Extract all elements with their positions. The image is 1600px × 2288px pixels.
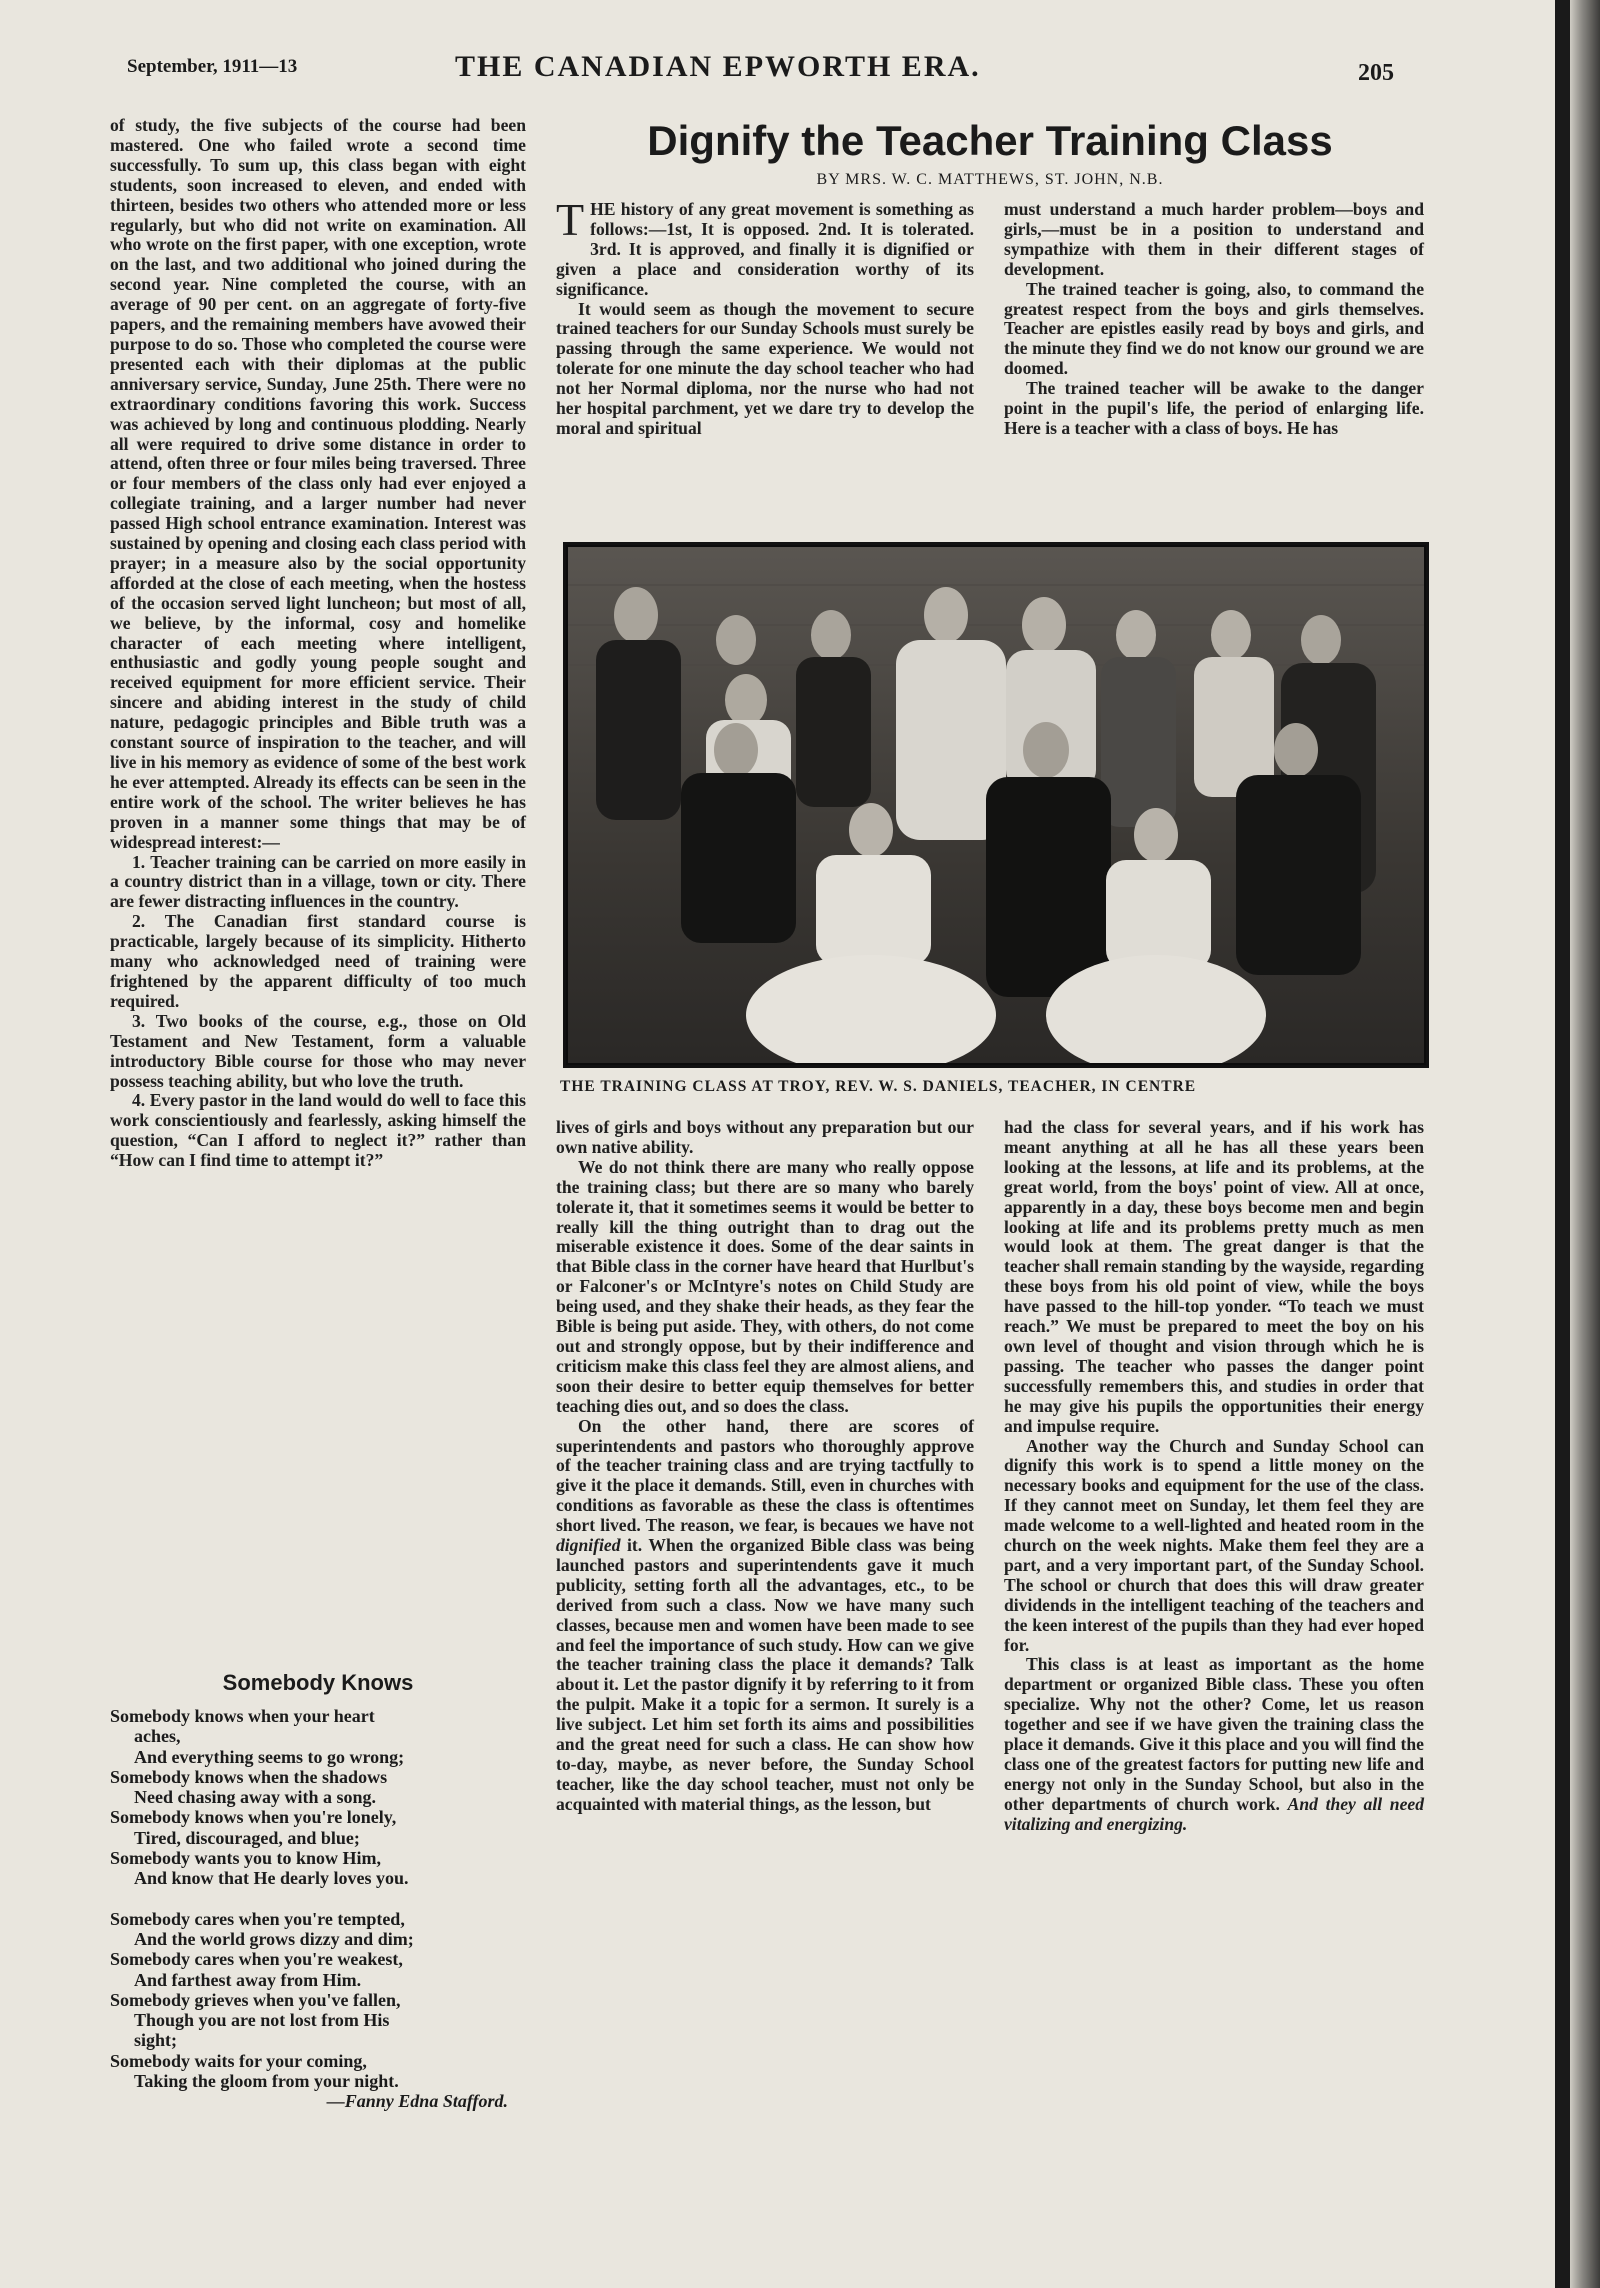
paragraph: 3. Two books of the course, e.g., those on Old Testament and New Testament, form a valuable introductory Bible course for those who may never possess teaching ability, but who love the truth.: [110, 1010, 526, 1091]
paragraph: [556, 194, 974, 300]
paragraph: The trained teacher is going, also, to command the greatest respect from the boys and girls themselves. Teacher are epistles easily read by boys and girls, and the minute they find we do not know our ground we are doomed.: [1004, 278, 1424, 379]
paragraph: The trained teacher will be awake to the danger point in the pupil's life, the period of enlarging life. Here is a teacher with a class of boys. He has: [1004, 378, 1424, 438]
poem-line: And farthest away from Him.: [134, 1969, 362, 1990]
paragraph: 4. Every pastor in the land would do well to face this work conscientiously and fearlessly, asking himself the question, “Can I afford to neglect it?” rather than “How can I find time to attempt it?”: [110, 1090, 526, 1171]
paragraph-text: it. When the organized Bible class was being launched pastors and superintendents gave it much publicity, setting forth all the advantages, etc., to be derived from such a class. Now we have many such classes, because men and women have been made to see and feel the importance of such study. How can we give the teacher training class the place it demands? Talk about it. Let the pastor dignify it by referring to it from the pulpit. Make it a topic for a sermon. It surely is a live subject. Let him set forth its aims and possibilities and the great need for such a class. He can show how to-day, maybe, as never before, the Sunday School teacher, like the day school teacher, must not only be acquainted with material things, as the lesson, but: [556, 1535, 974, 1814]
poem-body: [110, 1706, 526, 2112]
right-column-bottom: [1004, 1118, 1424, 1835]
poem-author: —Fanny Edna Stafford.: [326, 2091, 508, 2112]
poem-line: Taking the gloom from your night.: [134, 2071, 399, 2092]
paragraph: lives of girls and boys without any preparation but our own native ability.: [556, 1117, 974, 1157]
page-number: 205: [1358, 60, 1394, 86]
middle-column-bottom: [556, 1118, 974, 1815]
paragraph: 2. The Canadian first standard course is practicable, largely because of its simplicity. Hitherto many who acknowledged need of training were frightened by the apparent difficulty of too much required.: [110, 911, 526, 1011]
poem-line: sight;: [134, 2030, 178, 2051]
paragraph: Another way the Church and Sunday School can dignify this work is to spend a little money on the necessary books and equipment for the use of the class. If they cannot meet on Sunday, let them feel they are made welcome to a well-lighted and heated room in the church on the week nights. Make them feel they are a part, and a very important part, of the Sunday School. The school or church that does this will draw greater dividends in the intelligent teaching of the teachers and the keen interest of the pupils than they had ever hoped for.: [1004, 1435, 1424, 1655]
magazine-title: THE CANADIAN EPWORTH ERA.: [455, 50, 981, 83]
poem-line: Somebody waits for your coming,: [110, 2050, 367, 2071]
paragraph: had the class for several years, and if his work has meant anything at all he has all these years been looking at the lessons, at life and its problems, at the great world, from the boys' point of view. All at once, apparently in a day, these boys become men and begin looking at life and its problems pretty much as men would look at them. The great danger is that the teacher shall remain standing by the wayside, regarding these boys from his old point of view, while the boys have passed to the hill-top yonder. “To teach we must reach.” We must be prepared to meet the boy on his own level of thought and vision through which he is passing. The teacher who passes the danger point successfully remembers this, and studies in order that he may give his pupils the opportunities their energy and impulse require.: [1004, 1117, 1424, 1436]
italic-word: dignified: [556, 1535, 621, 1556]
article-byline: BY MRS. W. C. MATTHEWS, ST. JOHN, N.B.: [816, 171, 1164, 188]
photo-image: [566, 545, 1426, 1065]
left-column-text: [110, 116, 526, 1171]
drop-cap: T: [556, 194, 585, 245]
paragraph: [1004, 1655, 1424, 1834]
poem-line: Somebody knows when the shadows: [110, 1766, 388, 1787]
poem-line: Need chasing away with a song.: [134, 1787, 377, 1808]
paragraph: 1. Teacher training can be carried on more easily in a country district than in a village, town or city. There are fewer distracting influences in the country.: [110, 851, 526, 912]
page-binding-edge: [1570, 0, 1600, 2288]
poem-line: Somebody knows when your heart: [110, 1706, 375, 1726]
paragraph: [556, 1417, 974, 1815]
poem-line: Tired, discouraged, and blue;: [134, 1827, 360, 1848]
stanza-break: [110, 1889, 526, 1909]
poem-title: Somebody Knows: [222, 1670, 414, 1695]
paragraph: of study, the five subjects of the course had been mastered. One who failed wrote a second time successfully. To sum up, this class began with eight students, soon increased to eleven, and ended with thirteen, besides two others who attended more or less regularly, but who did not write on examination. All who wrote on the first paper, with one exception, wrote on the last, and two additional who joined during the second year. Nine completed the course, with an average of 90 per cent. on an aggregate of forty-five papers, and the remaining members have avowed their purpose to do so. Those who completed the course were presented each with their diplomas at the public anniversary service, Sunday, June 25th. There were no extraordinary conditions favoring this work. Success was achieved by long and continuous plodding. Nearly all were required to drive some distance in order to attend, often three or four miles being traversed. Three or four members of the class only had ever enjoyed a collegiate training, and a larger number had never passed High school entrance examination. Interest was sustained by opening and closing each class period with prayer; in a measure also by the social opportunity afforded at the close of each meeting, when the hostess of the occasion served light luncheon; but most of all, we believe, by the informal, cosy and homelike character of each meeting where intelligent, enthusiastic and godly young people sought and received equipment for more efficient service. Their sincere and abiding interest in the study of child nature, pedagogic principles and Bible truth was a constant source of inspiration to the teacher, and will live in his memory as evidence of some of the best work he ever attempted. Already its effects can be seen in the entire work of the school. The writer believes he has proven in a manner some things that may be of widespread interest:—: [110, 115, 526, 852]
poem-line: And know that He dearly loves you.: [134, 1868, 409, 1889]
poem-line: And the world grows dizzy and dim;: [134, 1928, 414, 1949]
middle-column-top: [556, 194, 974, 439]
paragraph-text: HE history of any great movement is something as follows:—1st, It is opposed. 2nd. It is tolerated. 3rd. It is approved, and finally it is dignified or given a place and consideration worthy of its significance.: [556, 199, 974, 299]
article-title: Dignify the Teacher Training Class: [647, 117, 1333, 164]
poem-line: Somebody cares when you're tempted,: [110, 1908, 405, 1929]
paragraph: It would seem as though the movement to secure trained teachers for our Sunday Schools must surely be passing through the same experience. We would not tolerate for one minute the day school teacher who had not her Normal diploma, nor the nurse who had not her hospital parchment, yet we dare try to develop the moral and spiritual: [556, 298, 974, 438]
paragraph: must understand a much harder problem—boys and girls,—must be in a position to understand and sympathize with them in their different stages of development.: [1004, 199, 1424, 279]
paragraph-text: On the other hand, there are scores of superintendents and pastors who thoroughly approve of the teacher training class and are trying tactfully to give it the place it demands. Still, even in churches with conditions as favorable as these the class is oftentimes short lived. The reason, we fear, is becaues we have not: [556, 1415, 974, 1536]
poem-line: aches,: [134, 1726, 181, 1747]
italic-closing: And they all need vitalizing and energizing.: [1004, 1793, 1425, 1834]
photo-caption: THE TRAINING CLASS AT TROY, REV. W. S. DANIELS, TEACHER, IN CENTRE: [560, 1078, 1197, 1095]
issue-date: September, 1911—13: [127, 56, 298, 77]
poem-line: Somebody wants you to know Him,: [110, 1848, 382, 1869]
paragraph: We do not think there are many who really oppose the training class; but there are so many who barely tolerate it, that it sometimes seems it would be better to really kill the thing outright than to drag out the miserable existence it does. Some of the dear saints in that Bible class in the corner have heard that Hurlbut's or Falconer's or McIntyre's notes on Child Study are being used, and they shake their heads, as they fear the Bible is being put aside. They, with others, do not come out and strongly oppose, but by their indifference and criticism make this class feel they are almost aliens, and soon their desire to better equip themselves for better teaching dies out, and so does the class.: [556, 1156, 974, 1416]
poem-line: Somebody grieves when you've fallen,: [110, 1989, 401, 2010]
poem-line: Somebody knows when you're lonely,: [110, 1807, 397, 1828]
right-column-top: [1004, 200, 1424, 439]
group-photograph: [563, 542, 1429, 1068]
paragraph-text: This class is at least as important as the home department or organized Bible class. These you often specialize. Why not the other? Come, let us reason together and see if we have given the training class the place it demands. Give it this place and you will find the class one of the greatest factors for putting new life and energy not only in the Sunday School, but also in the other departments of church work.: [1004, 1654, 1424, 1814]
poem-line: Though you are not lost from His: [134, 2010, 390, 2031]
poem-line: Somebody cares when you're weakest,: [110, 1949, 403, 1970]
poem-line: And everything seems to go wrong;: [134, 1746, 405, 1767]
